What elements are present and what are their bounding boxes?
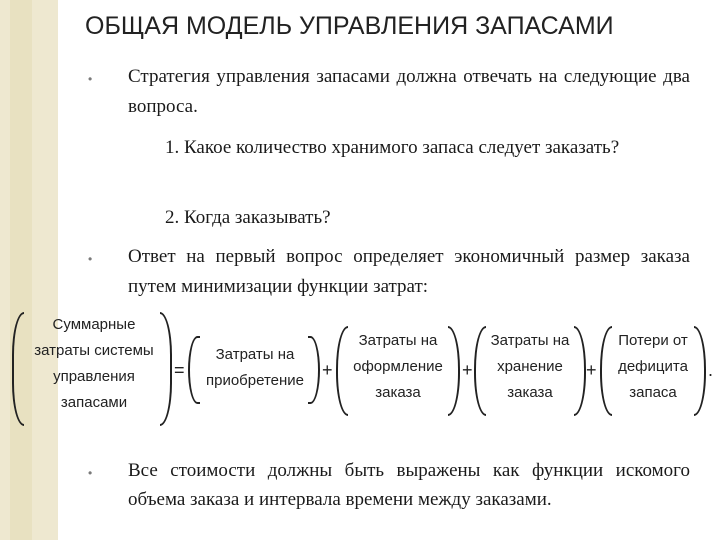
paragraph-costs-note: Все стоимости должны быть выражены как функции искомого объема заказа и интервала времени между заказами.: [128, 460, 690, 510]
bullet-marker: •: [88, 466, 93, 480]
right-paren: [160, 312, 172, 426]
bullet-marker: •: [88, 72, 93, 86]
formula-ordering-costs: Затраты на оформление заказа: [353, 332, 443, 401]
right-paren: [574, 326, 586, 416]
formula-period: .: [708, 360, 714, 380]
decorative-left-band-stripe: [10, 0, 32, 540]
question-1-text: 1. Какое количество хранимого запаса следует заказать?: [165, 137, 620, 158]
equals-sign: =: [174, 360, 185, 380]
plus-sign: +: [586, 360, 597, 380]
plus-sign: +: [322, 360, 333, 380]
decorative-left-band: [0, 0, 58, 540]
formula-acquisition-costs: Затраты на приобретение: [205, 346, 304, 389]
paragraph-answer: Ответ на первый вопрос определяет экономичный размер заказа путем минимизации функции затрат:: [128, 246, 690, 297]
formula-holding-costs: Затраты на хранение заказа: [490, 332, 570, 401]
cost-formula: [0, 308, 720, 438]
paragraph-strategy: Стратегия управления запасами должна отвечать на следующие два вопроса.: [128, 66, 690, 117]
question-2: 2. Когда заказывать?: [165, 207, 331, 228]
right-paren: [694, 326, 706, 416]
question-1: [165, 133, 690, 163]
right-paren: [308, 336, 320, 404]
right-paren: [448, 326, 460, 416]
bullet-marker: •: [88, 252, 93, 266]
formula-shortage-losses: Потери от дефицита запаса: [618, 332, 688, 401]
slide-title: ОБЩАЯ МОДЕЛЬ УПРАВЛЕНИЯ ЗАПАСАМИ: [85, 12, 614, 40]
plus-sign: +: [462, 360, 473, 380]
formula-total-costs: Суммарные затраты системы управления запасами: [34, 316, 154, 411]
